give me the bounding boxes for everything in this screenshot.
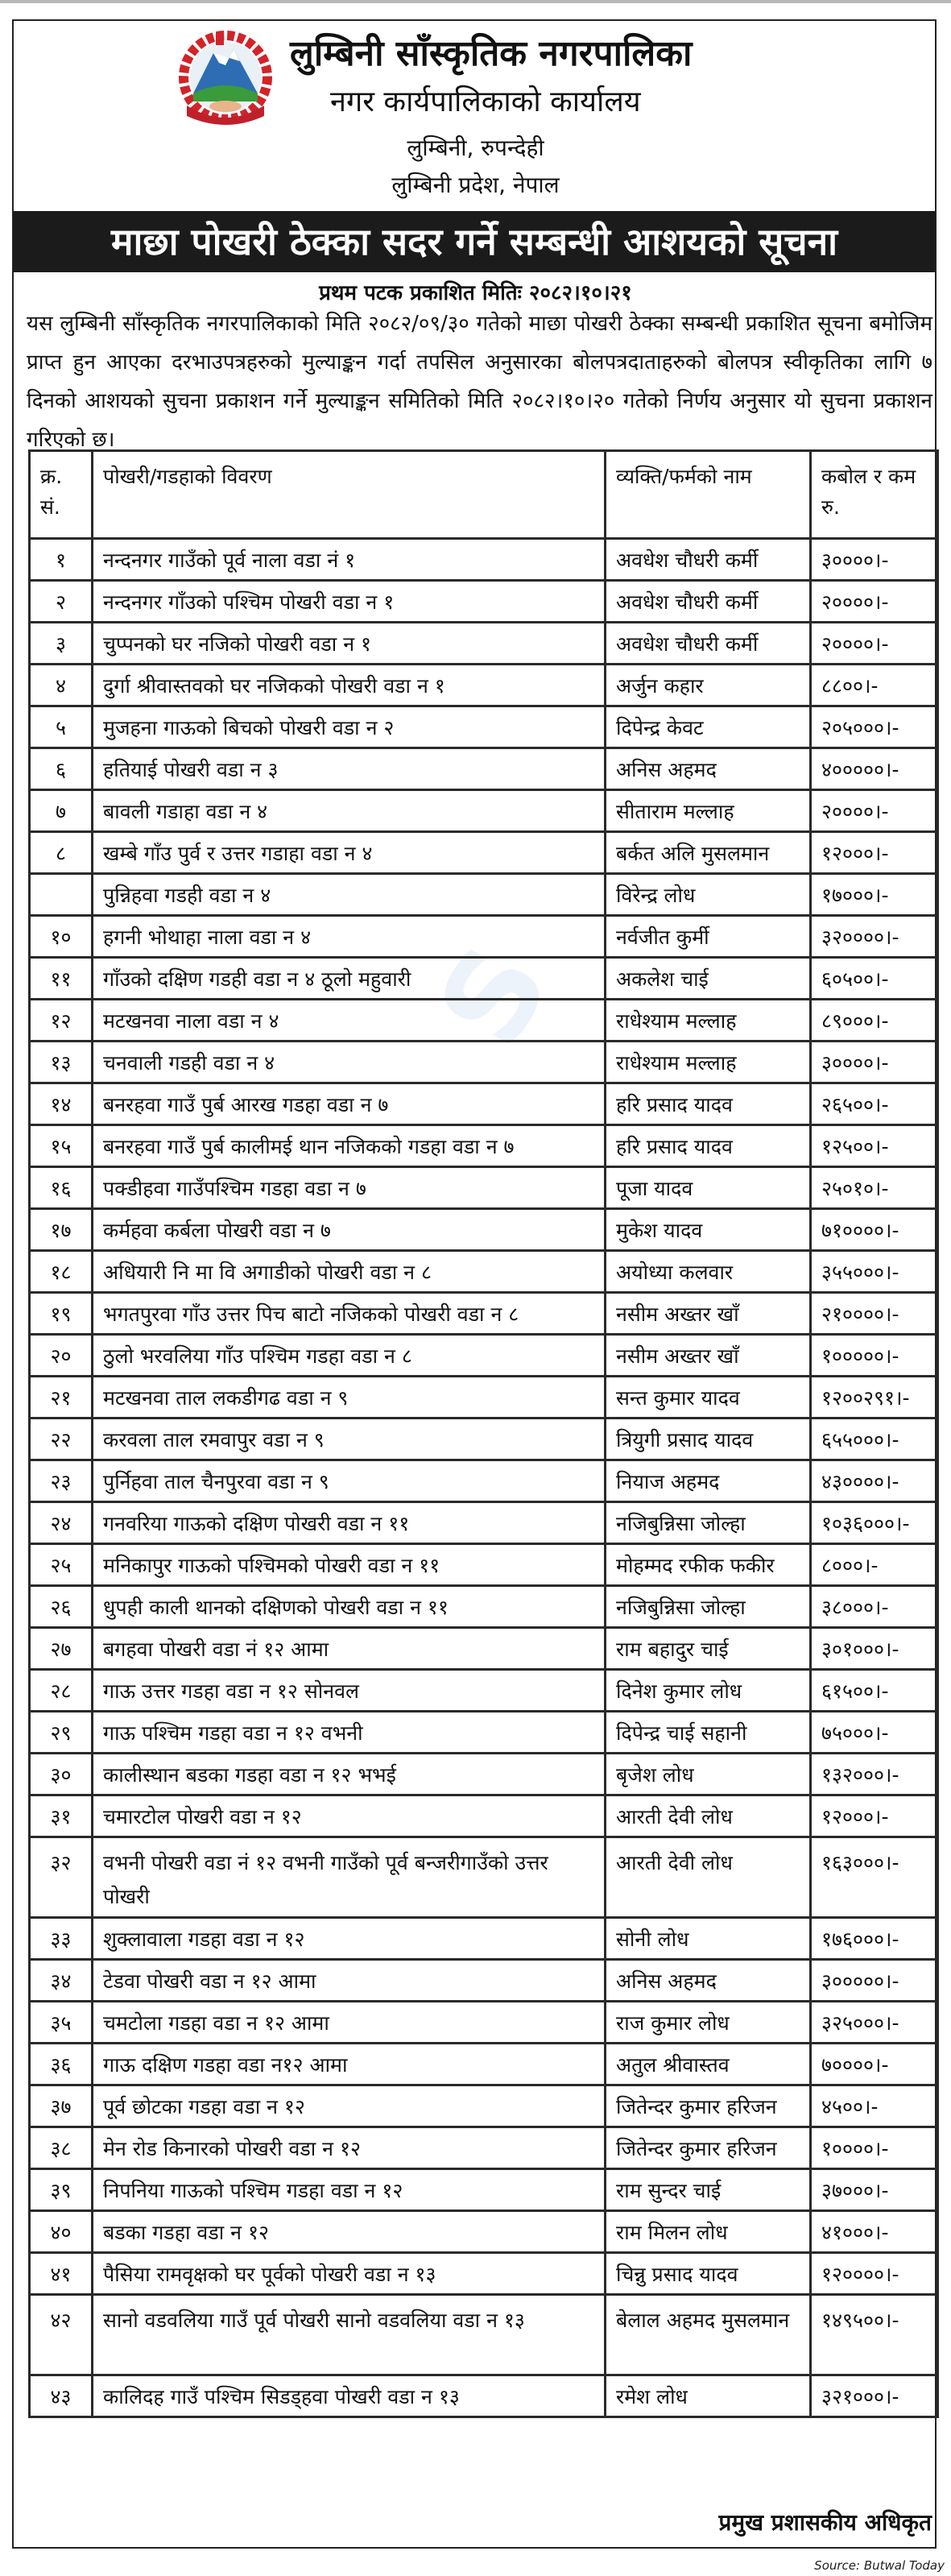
- cell-description: ठुलो भरवलिया गाँउ पश्चिम गडहा वडा न ८: [93, 1335, 606, 1377]
- cell-name: मुकेश यादव: [606, 1209, 811, 1251]
- col-header-sn: क्र. सं.: [30, 451, 93, 539]
- cell-name: नजिबुन्निसा जोल्हा: [606, 1502, 811, 1544]
- table-row: [30, 706, 938, 748]
- cell-name: सन्त कुमार यादव: [606, 1377, 811, 1418]
- cell-amount: ८०००।-: [811, 1544, 938, 1586]
- cell-amount: १३२०००।-: [811, 1754, 938, 1795]
- cell-name: हरि प्रसाद यादव: [606, 1083, 811, 1125]
- table-row: [30, 2295, 938, 2375]
- cell-sn: २६: [30, 1586, 93, 1628]
- cell-description: हतियाई पोखरी वडा न ३: [93, 748, 606, 790]
- table-row: [30, 2085, 938, 2127]
- cell-amount: ३०१०००।-: [811, 1628, 938, 1670]
- cell-description: मटखनवा नाला वडा न ४: [93, 1000, 606, 1042]
- table-row: [30, 2211, 938, 2253]
- cell-name: अनिस अहमद: [606, 1960, 811, 2002]
- cell-description: चमटोला गडहा वडा न १२ आमा: [93, 2002, 606, 2044]
- cell-amount: २०५०००।-: [811, 706, 938, 748]
- cell-amount: १७०००।-: [811, 874, 938, 916]
- cell-description: चुप्पनको घर नजिको पोखरी वडा न १: [93, 623, 606, 665]
- cell-sn: १८: [30, 1251, 93, 1293]
- cell-description: मेन रोड किनारको पोखरी वडा न १२: [93, 2127, 606, 2169]
- table-row: [30, 2127, 938, 2169]
- table-row: [30, 1418, 938, 1460]
- cell-name: दिपेन्द्र चाई सहानी: [606, 1712, 811, 1754]
- source-credit: Source: Butwal Today: [814, 2558, 945, 2573]
- table-row: [30, 916, 938, 958]
- cell-amount: ४१०००।-: [811, 2211, 938, 2253]
- cell-sn: १२: [30, 1000, 93, 1042]
- cell-amount: ४०००००।-: [811, 748, 938, 790]
- cell-description: नन्दनगर गाउँको पूर्व नाला वडा नं १: [93, 539, 606, 581]
- cell-description: गाँउको दक्षिण गडही वडा न ४ ठूलो महुवारी: [93, 958, 606, 1000]
- table-row: [30, 623, 938, 665]
- col-header-amount: कबोल र कम रु.: [811, 451, 938, 539]
- cell-description: गाऊ उत्तर गडहा वडा न १२ सोनवल: [93, 1670, 606, 1712]
- tender-table: [28, 449, 939, 2418]
- cell-description: बनरहवा गाउँ पुर्ब आरख गडहा वडा न ७: [93, 1083, 606, 1125]
- signatory: प्रमुख प्रशासकीय अधिकृत: [718, 2509, 932, 2536]
- cell-amount: १७६०००।-: [811, 1918, 938, 1960]
- cell-sn: २५: [30, 1544, 93, 1586]
- table-row: [30, 748, 938, 790]
- cell-description: गाऊ पश्चिम गडहा वडा न १२ वभनी: [93, 1712, 606, 1754]
- cell-sn: १६: [30, 1167, 93, 1209]
- cell-amount: १०००००।-: [811, 1335, 938, 1377]
- cell-name: बर्कत अलि मुसलमान: [606, 832, 811, 874]
- cell-description: पूर्व छोटका गडहा वडा न १२: [93, 2085, 606, 2127]
- table-row: [30, 1251, 938, 1293]
- cell-name: राम मिलन लोध: [606, 2211, 811, 2253]
- cell-sn: १०: [30, 916, 93, 958]
- table-row: [30, 1502, 938, 1544]
- cell-sn: ३८: [30, 2127, 93, 2169]
- cell-amount: २००००।-: [811, 790, 938, 832]
- cell-amount: ६१५००।-: [811, 1670, 938, 1712]
- cell-name: दिपेन्द्र केवट: [606, 706, 811, 748]
- table-row: [30, 1918, 938, 1960]
- cell-description: चनवाली गडही वडा न ४: [93, 1042, 606, 1083]
- cell-name: अकलेश चाई: [606, 958, 811, 1000]
- cell-amount: १६३०००।-: [811, 1837, 938, 1918]
- cell-amount: १२५००।-: [811, 1125, 938, 1167]
- cell-sn: २९: [30, 1712, 93, 1754]
- cell-amount: २००००।-: [811, 623, 938, 665]
- cell-sn: ३४: [30, 1960, 93, 2002]
- cell-amount: ६०५००।-: [811, 958, 938, 1000]
- cell-sn: ३९: [30, 2169, 93, 2211]
- cell-amount: १४९५००।-: [811, 2295, 938, 2375]
- cell-amount: १००००।-: [811, 2127, 938, 2169]
- cell-name: राम सुन्दर चाई: [606, 2169, 811, 2211]
- table-row: [30, 581, 938, 623]
- table-row: [30, 1042, 938, 1083]
- cell-name: विरेन्द्र लोध: [606, 874, 811, 916]
- cell-name: पूजा यादव: [606, 1167, 811, 1209]
- table-row: [30, 1125, 938, 1167]
- cell-description: पैसिया रामवृक्षको घर पूर्वको पोखरी वडा न १३: [93, 2253, 606, 2295]
- cell-sn: २३: [30, 1460, 93, 1502]
- cell-sn: [30, 874, 93, 916]
- cell-sn: १३: [30, 1042, 93, 1083]
- cell-amount: २६५००।-: [811, 1083, 938, 1125]
- cell-sn: ३०: [30, 1754, 93, 1795]
- cell-sn: १४: [30, 1083, 93, 1125]
- cell-sn: ३: [30, 623, 93, 665]
- table-row: [30, 790, 938, 832]
- table-row: [30, 2375, 938, 2417]
- cell-name: आरती देवी लोध: [606, 1837, 811, 1918]
- nepal-emblem-logo: [169, 29, 282, 130]
- cell-name: अयोध्या कलवार: [606, 1251, 811, 1293]
- cell-amount: १०३६०००।-: [811, 1502, 938, 1544]
- cell-amount: २५०१०।-: [811, 1167, 938, 1209]
- cell-name: अतुल श्रीवास्तव: [606, 2044, 811, 2085]
- cell-name: सोनी लोध: [606, 1918, 811, 1960]
- cell-name: अवधेश चौधरी कर्मी: [606, 581, 811, 623]
- cell-sn: ४३: [30, 2375, 93, 2417]
- table-row: [30, 1712, 938, 1754]
- cell-amount: ३२००००।-: [811, 916, 938, 958]
- table-row: [30, 665, 938, 706]
- cell-description: बडका गडहा वडा न १२: [93, 2211, 606, 2253]
- table-row: [30, 1544, 938, 1586]
- cell-sn: २: [30, 581, 93, 623]
- cell-name: बृजेश लोध: [606, 1754, 811, 1795]
- cell-name: नसीम अख्तर खाँ: [606, 1293, 811, 1335]
- cell-description: बनरहवा गाउँ पुर्ब कालीमई थान नजिकको गडहा वडा न ७: [93, 1125, 606, 1167]
- col-header-description: पोखरी/गडहाको विवरण: [93, 451, 606, 539]
- cell-name: त्रियुगी प्रसाद यादव: [606, 1418, 811, 1460]
- cell-description: धुपही काली थानको दक्षिणको पोखरी वडा न ११: [93, 1586, 606, 1628]
- table-row: [30, 832, 938, 874]
- cell-amount: ८८००।-: [811, 665, 938, 706]
- cell-sn: १५: [30, 1125, 93, 1167]
- cell-description: कर्महवा कर्बला पोखरी वडा न ७: [93, 1209, 606, 1251]
- cell-sn: २४: [30, 1502, 93, 1544]
- cell-sn: ३२: [30, 1837, 93, 1918]
- cell-sn: ४०: [30, 2211, 93, 2253]
- org-name: लुम्बिनी साँस्कृतिक नगरपालिका: [290, 33, 693, 74]
- cell-amount: ३०००००।-: [811, 1960, 938, 2002]
- table-row: [30, 1000, 938, 1042]
- cell-name: जितेन्दर कुमार हरिजन: [606, 2085, 811, 2127]
- cell-description: गनवरिया गाऊको दक्षिण पोखरी वडा न ११: [93, 1502, 606, 1544]
- cell-amount: २१००००।-: [811, 1293, 938, 1335]
- cell-sn: १९: [30, 1293, 93, 1335]
- cell-amount: ८९०००।-: [811, 1000, 938, 1042]
- cell-amount: ३२५०००।-: [811, 2002, 938, 2044]
- cell-sn: २२: [30, 1418, 93, 1460]
- cell-name: नजिबुन्निसा जोल्हा: [606, 1586, 811, 1628]
- cell-description: बावली गडाहा वडा न ४: [93, 790, 606, 832]
- table-row: [30, 1795, 938, 1837]
- cell-name: राम बहादुर चाई: [606, 1628, 811, 1670]
- cell-sn: ३३: [30, 1918, 93, 1960]
- table-row: [30, 539, 938, 581]
- cell-sn: ११: [30, 958, 93, 1000]
- cell-name: सीताराम मल्लाह: [606, 790, 811, 832]
- cell-description: मुजहना गाऊको बिचको पोखरी वडा न २: [93, 706, 606, 748]
- cell-description: करवला ताल रमवापुर वडा न ९: [93, 1418, 606, 1460]
- cell-sn: ३७: [30, 2085, 93, 2127]
- top-divider: [0, 0, 951, 3]
- cell-amount: ७५०००।-: [811, 1712, 938, 1754]
- table-row: [30, 2169, 938, 2211]
- cell-name: नियाज अहमद: [606, 1460, 811, 1502]
- cell-amount: ६५५०००।-: [811, 1418, 938, 1460]
- table-row: [30, 1293, 938, 1335]
- cell-name: राधेश्याम मल्लाह: [606, 1000, 811, 1042]
- cell-sn: ६: [30, 748, 93, 790]
- cell-amount: १२००२९१।-: [811, 1377, 938, 1418]
- table-row: [30, 2002, 938, 2044]
- cell-name: बेलाल अहमद मुसलमान: [606, 2295, 811, 2375]
- cell-sn: ७: [30, 790, 93, 832]
- cell-name: चिन्नु प्रसाद यादव: [606, 2253, 811, 2295]
- cell-name: अनिस अहमद: [606, 748, 811, 790]
- notice-body: यस लुम्बिनी साँस्कृतिक नगरपालिकाको मिति २०८२/०९/३० गतेको माछा पोखरी ठेक्का सम्बन्धी प्रकाशित सूचना बमोजिम प्राप्त हुन आएका दरभाउपत्रहरुको मुल्याङ्कन गर्दा तपसिल अनुसारका बोलपत्रदाताहरुको बोलपत्र स्वीकृतिका लागि ७ दिनको आशयको सुचना प्रकाशन गर्ने मुल्याङ्कन समितिको मिति २०८२।१०।२० गतेको निर्णय अनुसार यो सुचना प्रकाशन गरिएको छ।: [27, 312, 932, 452]
- cell-amount: ३००००।-: [811, 1042, 938, 1083]
- table-row: [30, 1167, 938, 1209]
- notice-title: माछा पोखरी ठेक्का सदर गर्ने सम्बन्धी आशयको सूचना: [14, 211, 935, 272]
- cell-name: रमेश लोध: [606, 2375, 811, 2417]
- cell-amount: ४५००।-: [811, 2085, 938, 2127]
- cell-sn: २८: [30, 1670, 93, 1712]
- cell-name: जितेन्दर कुमार हरिजन: [606, 2127, 811, 2169]
- cell-amount: १२००००।-: [811, 2253, 938, 2295]
- cell-description: पक्डीहवा गाउँपश्चिम गडहा वडा न ७: [93, 1167, 606, 1209]
- address-line-2: लुम्बिनी प्रदेश, नेपाल: [391, 172, 560, 198]
- table-row: [30, 1628, 938, 1670]
- table-row: [30, 1586, 938, 1628]
- cell-description: मटखनवा ताल लकडीगढ वडा न ९: [93, 1377, 606, 1418]
- cell-description: टेडवा पोखरी वडा न १२ आमा: [93, 1960, 606, 2002]
- cell-amount: २००००।-: [811, 581, 938, 623]
- table-row: [30, 2253, 938, 2295]
- col-header-name: व्यक्ति/फर्मको नाम: [606, 451, 811, 539]
- cell-name: मोहम्मद रफीक फकीर: [606, 1544, 811, 1586]
- cell-description: सानो वडवलिया गाउँ पूर्व पोखरी सानो वडवलिया वडा न १३: [93, 2295, 606, 2375]
- cell-amount: ३५५०००।-: [811, 1251, 938, 1293]
- cell-description: शुक्लावाला गडहा वडा न १२: [93, 1918, 606, 1960]
- cell-description: कालिदह गाउँ पश्चिम सिडड्हवा पोखरी वडा न १३: [93, 2375, 606, 2417]
- table-row: [30, 1460, 938, 1502]
- table-row: [30, 1960, 938, 2002]
- cell-sn: ५: [30, 706, 93, 748]
- table-row: [30, 874, 938, 916]
- address-line-1: लुम्बिनी, रुपन्देही: [407, 135, 544, 161]
- cell-description: चमारटोल पोखरी वडा न १२: [93, 1795, 606, 1837]
- table-row: [30, 1670, 938, 1712]
- cell-sn: ३६: [30, 2044, 93, 2085]
- cell-name: अर्जुन कहार: [606, 665, 811, 706]
- cell-sn: ३५: [30, 2002, 93, 2044]
- cell-sn: ४: [30, 665, 93, 706]
- cell-name: राज कुमार लोध: [606, 2002, 811, 2044]
- cell-name: राधेश्याम मल्लाह: [606, 1042, 811, 1083]
- cell-name: आरती देवी लोध: [606, 1795, 811, 1837]
- cell-description: नन्दनगर गाँउको पश्चिम पोखरी वडा न १: [93, 581, 606, 623]
- office-name: नगर कार्यपालिकाको कार्यालय: [330, 85, 641, 118]
- cell-amount: १२०००।-: [811, 1795, 938, 1837]
- cell-sn: ८: [30, 832, 93, 874]
- cell-description: गाऊ दक्षिण गडहा वडा न१२ आमा: [93, 2044, 606, 2085]
- cell-description: बगहवा पोखरी वडा नं १२ आमा: [93, 1628, 606, 1670]
- cell-name: दिनेश कुमार लोध: [606, 1670, 811, 1712]
- cell-sn: ३१: [30, 1795, 93, 1837]
- cell-amount: ७००००।-: [811, 2044, 938, 2085]
- cell-sn: १७: [30, 1209, 93, 1251]
- cell-amount: ४३००००।-: [811, 1460, 938, 1502]
- cell-amount: ३७०००।-: [811, 2169, 938, 2211]
- cell-sn: ४१: [30, 2253, 93, 2295]
- cell-sn: १: [30, 539, 93, 581]
- cell-amount: ३२१०००।-: [811, 2375, 938, 2417]
- table-header-row: [30, 451, 938, 539]
- table-row: [30, 1209, 938, 1251]
- cell-description: कालीस्थान बडका गडहा वडा न १२ भभई: [93, 1754, 606, 1795]
- watermark: S: [411, 923, 577, 1070]
- cell-name: नसीम अख्तर खाँ: [606, 1335, 811, 1377]
- published-date: प्रथम पटक प्रकाशित मितिः २०८२।१०।२१: [319, 281, 632, 305]
- table-row: [30, 1335, 938, 1377]
- cell-name: हरि प्रसाद यादव: [606, 1125, 811, 1167]
- table-row: [30, 1754, 938, 1795]
- cell-name: नर्वजीत कुर्मी: [606, 916, 811, 958]
- cell-description: खम्बे गाँउ पुर्व र उत्तर गडाहा वडा न ४: [93, 832, 606, 874]
- cell-description: वभनी पोखरी वडा नं १२ वभनी गाउँको पूर्व बन्जरीगाउँको उत्तर पोखरी: [93, 1837, 606, 1918]
- cell-name: अवधेश चौधरी कर्मी: [606, 539, 811, 581]
- table-row: [30, 958, 938, 1000]
- table-row: [30, 1083, 938, 1125]
- cell-description: भगतपुरवा गाँउ उत्तर पिच बाटो नजिकको पोखरी वडा न ८: [93, 1293, 606, 1335]
- table-row: [30, 1377, 938, 1418]
- cell-sn: २७: [30, 1628, 93, 1670]
- cell-amount: ७१००००।-: [811, 1209, 938, 1251]
- cell-description: अधियारी नि मा वि अगाडीको पोखरी वडा न ८: [93, 1251, 606, 1293]
- table-row: [30, 2044, 938, 2085]
- cell-description: मनिकापुर गाऊको पश्चिमको पोखरी वडा न ११: [93, 1544, 606, 1586]
- cell-description: पुन्निहवा गडही वडा न ४: [93, 874, 606, 916]
- cell-sn: २१: [30, 1377, 93, 1418]
- cell-sn: २०: [30, 1335, 93, 1377]
- cell-amount: १२०००।-: [811, 832, 938, 874]
- cell-amount: ३८०००।-: [811, 1586, 938, 1628]
- cell-description: हगनी भोथाहा नाला वडा न ४: [93, 916, 606, 958]
- table-row: [30, 1837, 938, 1918]
- cell-amount: ३००००।-: [811, 539, 938, 581]
- cell-sn: ४२: [30, 2295, 93, 2375]
- cell-description: पुर्निहवा ताल चैनपुरवा वडा न ९: [93, 1460, 606, 1502]
- cell-description: निपनिया गाऊको पश्चिम गडहा वडा न १२: [93, 2169, 606, 2211]
- cell-name: अवधेश चौधरी कर्मी: [606, 623, 811, 665]
- cell-description: दुर्गा श्रीवास्तवको घर नजिकको पोखरी वडा न १: [93, 665, 606, 706]
